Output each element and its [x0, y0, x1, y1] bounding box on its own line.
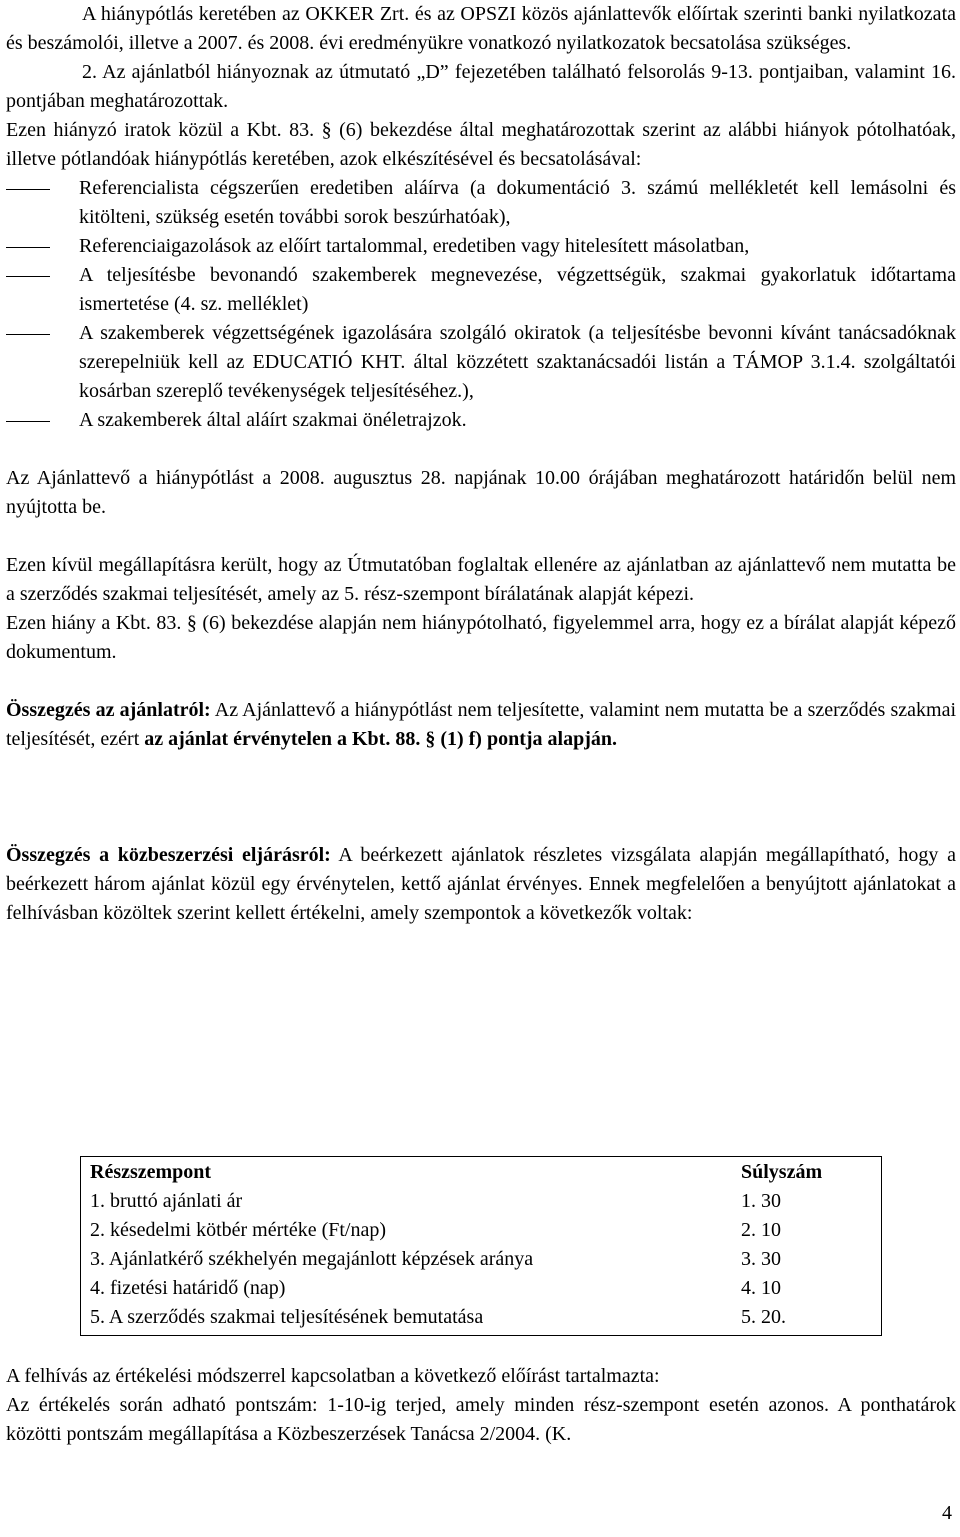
list-item: A teljesítésbe bevonandó szakemberek megnevezése, végzettségük, szakmai gyakorlatuk időtartama ismertetése (4. sz. melléklet)	[6, 261, 956, 319]
table-row	[81, 1274, 882, 1303]
intro-paragraph: A hiánypótlás keretében az OKKER Zrt. és az OPSZI közös ajánlattevők előírtak szerinti banki nyilatkozata és beszámolói, illetve a 2007. és 2008. évi eredményükre vonatkozó nyilatkozatok becsatolása szükséges.	[6, 3, 956, 54]
offer-summary-conclusion: az ajánlat érvénytelen a Kbt. 88. § (1) f) pontja alapján.	[144, 728, 617, 750]
criterion-name: 5. A szerződés szakmai teljesítésének bemutatása	[90, 1306, 484, 1328]
deadline-paragraph: Az Ajánlattevő a hiánypótlást a 2008. augusztus 28. napjának 10.00 órájában meghatározott határidőn belül nem nyújtotta be.	[6, 467, 956, 518]
spacer	[6, 812, 956, 841]
criterion-weight: 3. 30	[741, 1248, 781, 1270]
procedure-summary-paragraph: Összegzés a közbeszerzési eljárásról: A beérkezett ajánlatok részletes vizsgálata alapján megállapítható, hogy a beérkezett három ajánlat közül egy érvénytelen, kettő ajánlat érvényes. Ennek megfelelően a benyújtott ajánlatokat a felhívásban közöltek szerint kellett értékelni, amely szempontok a következők voltak:	[6, 844, 956, 924]
dash-bullet-icon	[6, 334, 50, 335]
table-header-cell: Súlyszám	[741, 1161, 823, 1183]
offer-summary-label: Összegzés az ajánlatról:	[6, 699, 211, 721]
procedure-summary-label: Összegzés a közbeszerzési eljárásról:	[6, 844, 331, 866]
criterion-weight: 2. 10	[741, 1219, 781, 1241]
spacer	[6, 435, 956, 464]
finding-paragraph: Ezen kívül megállapításra került, hogy az Útmutatóban foglaltak ellenére az ajánlatban az ajánlattevő nem mutatta be a szerződés szakmai teljesítését, amely az 5. rész-szempont bírálatának alapját képezi.	[6, 554, 956, 605]
criterion-weight: 1. 30	[741, 1190, 781, 1212]
list-item: Referencialista cégszerűen eredetiben aláírva (a dokumentáció 3. számú mellékletét kell lemásolni és kitölteni, szükség esetén további sorok beszúrhatóak),	[6, 174, 956, 232]
dash-bullet-icon	[6, 189, 50, 190]
page-number: 4	[942, 1502, 952, 1524]
list-item: Referenciaigazolások az előírt tartalommal, eredetiben vagy hitelesített másolatban,	[6, 232, 956, 261]
evaluation-intro-paragraph: A felhívás az értékelési módszerrel kapcsolatban a következő előírást tartalmazta:	[6, 1365, 660, 1387]
spacer	[6, 754, 956, 812]
missing-items-list	[6, 174, 956, 435]
list-item: A szakemberek végzettségének igazolására szolgáló okiratok (a teljesítésbe bevonni kívánt tanácsadóknak szerepelniük kell az EDUCATIÓ KHT. által közzétett szaktanácsadói listán a TÁMOP 3.1.4. szolgáltatói kosárban szereplő tevékenységek teljesítéséhez.),	[6, 319, 956, 406]
criterion-weight: 4. 10	[741, 1277, 781, 1299]
criterion-name: 3. Ajánlatkérő székhelyén megajánlott képzések aránya	[90, 1248, 534, 1270]
table-row	[81, 1303, 882, 1336]
table-row	[81, 1187, 882, 1216]
document-body	[6, 0, 956, 928]
table-row	[81, 1245, 882, 1274]
list-item: A szakemberek által aláírt szakmai önéletrajzok.	[6, 406, 956, 435]
evaluation-section	[6, 1362, 956, 1449]
dash-bullet-icon	[6, 421, 50, 422]
criterion-name: 4. fizetési határidő (nap)	[90, 1277, 286, 1299]
dash-bullet-icon	[6, 276, 50, 277]
replaceable-documents-paragraph: Ezen hiányzó iratok közül a Kbt. 83. § (6) bekezdése által meghatározottak szerint az alábbi hiányok pótolhatóak, illetve pótlandóak hiánypótlás keretében, azok elkészítésével és becsatolásával:	[6, 119, 956, 170]
dash-bullet-icon	[6, 247, 50, 248]
table-header-cell: Részszempont	[90, 1161, 212, 1183]
criterion-name: 2. késedelmi kötbér mértéke (Ft/nap)	[90, 1219, 387, 1241]
spacer	[6, 667, 956, 696]
table-header-row	[81, 1157, 882, 1188]
criteria-table	[80, 1156, 882, 1336]
offer-summary-paragraph: Összegzés az ajánlatról: Az Ajánlattevő a hiánypótlást nem teljesítette, valamint nem mutatta be a szerződés szakmai teljesítését, ezért az ajánlat érvénytelen a Kbt. 88. § (1) f) pontja alapján.	[6, 699, 957, 750]
missing-documents-paragraph: 2. Az ajánlatból hiányoznak az útmutató „D” fejezetében található felsorolás 9-13. pontjaiban, valamint 16. pontjában meghatározottak.	[6, 61, 956, 112]
criterion-name: 1. bruttó ajánlati ár	[90, 1190, 243, 1212]
finding-followup-paragraph: Ezen hiány a Kbt. 83. § (6) bekezdése alapján nem hiánypótolható, figyelemmel arra, hogy ez a bírálat alapját képező dokumentum.	[6, 612, 956, 663]
table-row	[81, 1216, 882, 1245]
evaluation-scoring-paragraph: Az értékelés során adható pontszám: 1-10-ig terjed, amely minden rész-szempont esetén azonos. A ponthatárok közötti pontszám megállapítása a Közbeszerzések Tanácsa 2/2004. (K.	[6, 1394, 956, 1445]
criterion-weight: 5. 20.	[741, 1306, 786, 1328]
spacer	[6, 522, 956, 551]
